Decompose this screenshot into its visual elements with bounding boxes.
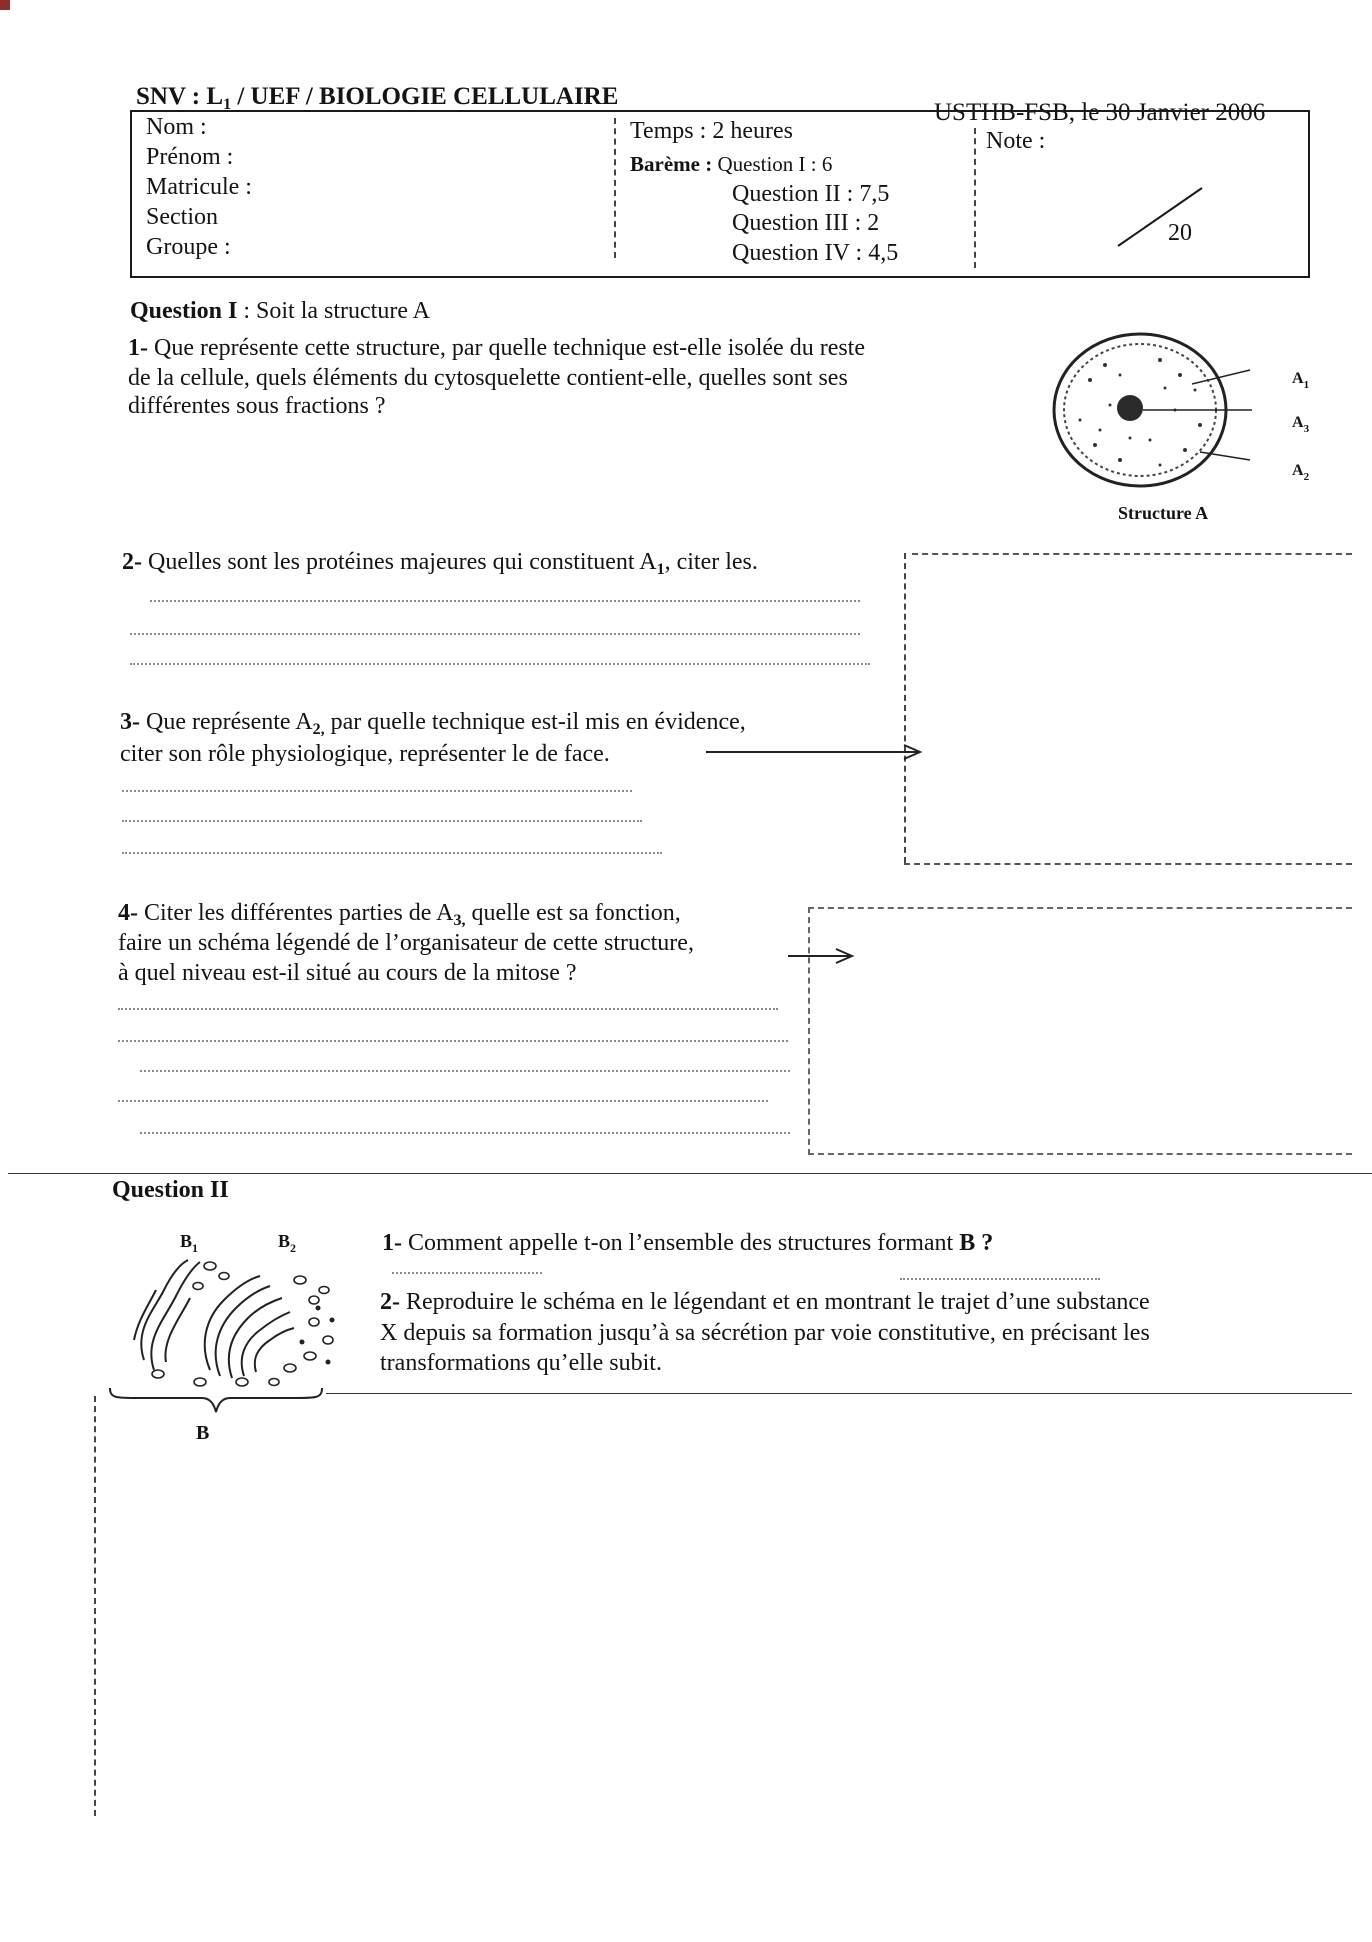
scan-corner-mark xyxy=(0,0,10,10)
answer-line[interactable] xyxy=(122,852,662,854)
structure-a-caption: Structure A xyxy=(1118,503,1209,523)
q2-part1: 1- Comment appelle t-on l’ensemble des structures formant B ? xyxy=(382,1230,994,1256)
question-1-title: Question I : Soit la structure A xyxy=(130,298,431,324)
bareme-q2: Question II : 7,5 xyxy=(732,181,890,207)
centrosome-mark xyxy=(1117,395,1143,421)
arrow-right-icon xyxy=(704,742,924,762)
q1-part4-line3: à quel niveau est-il situé au cours de la mitose ? xyxy=(118,960,577,986)
groupe-field[interactable]: Groupe : xyxy=(146,234,231,260)
nom-field[interactable]: Nom : xyxy=(146,114,207,140)
drawing-box-top xyxy=(912,553,1352,555)
answer-line[interactable] xyxy=(122,820,642,822)
label-b1: $B_1$ xyxy=(180,1231,199,1255)
q1-part1-line2: de la cellule, quels éléments du cytosquelette contient-elle, quelles sont ses xyxy=(128,365,848,391)
label-a1: $A_1$ xyxy=(1292,370,1310,391)
q2-part2-line2: X depuis sa formation jusqu’à sa sécrétion par voie constitutive, en précisant les xyxy=(380,1320,1150,1346)
answer-line[interactable] xyxy=(130,633,860,635)
answer-line[interactable] xyxy=(140,1070,790,1072)
label-a2: $A_2$ xyxy=(1292,462,1310,483)
drawing-box-bottom xyxy=(904,863,1352,865)
section-field[interactable]: Section xyxy=(146,204,218,230)
label-b: B xyxy=(196,1422,210,1444)
answer-line[interactable] xyxy=(118,1040,788,1042)
course-title: SNV : $L_1$ / UEF / BIOLOGIE CELLULAIRE xyxy=(136,83,619,113)
temps-label: Temps : 2 heures xyxy=(630,118,793,144)
answer-line[interactable] xyxy=(122,790,632,792)
info-box-divider-1 xyxy=(614,118,616,258)
note-field[interactable]: Note : xyxy=(986,128,1046,154)
q1-part4-line2: faire un schéma légendé de l’organisateur de cette structure, xyxy=(118,930,694,956)
golgi-er-figure xyxy=(114,1250,344,1390)
note-slash xyxy=(1110,180,1210,250)
label-b2: $B_2$ xyxy=(278,1231,297,1255)
institution-date: USTHB-FSB, le 30 Janvier 2006 xyxy=(934,99,1266,126)
drawing-box-left xyxy=(904,553,906,863)
note-total: 20 xyxy=(1168,220,1192,246)
question-2-title: Question II xyxy=(112,1177,229,1203)
answer-line[interactable] xyxy=(392,1272,542,1274)
q1-part3-line2: citer son rôle physiologique, représenter le de face. xyxy=(120,741,610,767)
q1-part4-line1: 4- Citer les différentes parties de $A_{3,}$ quelle est sa fonction, xyxy=(118,900,681,929)
answer-line[interactable] xyxy=(140,1132,790,1134)
q2-part2-line3: transformations qu’elle subit. xyxy=(380,1350,662,1376)
section-separator xyxy=(8,1173,1372,1174)
organizer-drawing-box[interactable] xyxy=(808,907,1352,1155)
info-box-divider-2 xyxy=(974,128,976,268)
q1-part2: 2- Quelles sont les protéines majeures qui constituent $A_1$, citer les. xyxy=(122,549,758,578)
q1-part3-line1: 3- Que représente $A_{2,}$ par quelle technique est-il mis en évidence, xyxy=(120,709,746,738)
bareme-q1: Barème : Question I : 6 xyxy=(630,152,833,176)
brace-b xyxy=(106,1384,326,1424)
label-a3: $A_3$ xyxy=(1292,414,1310,435)
answer-line[interactable] xyxy=(130,663,870,665)
q1-part1-line3: différentes sous fractions ? xyxy=(128,393,386,419)
drawing-area-left[interactable] xyxy=(94,1396,96,1816)
bareme-q3: Question III : 2 xyxy=(732,210,880,236)
answer-line[interactable] xyxy=(150,600,860,602)
answer-line[interactable] xyxy=(118,1008,778,1010)
answer-line[interactable] xyxy=(900,1278,1100,1280)
q2-part2-line1: 2- Reproduire le schéma en le légendant et en montrant le trajet d’une substance xyxy=(380,1289,1150,1315)
q1-part1-line1: 1- Que représente cette structure, par quelle technique est-elle isolée du reste xyxy=(128,335,865,361)
matricule-field[interactable]: Matricule : xyxy=(146,174,252,200)
bareme-q4: Question IV : 4,5 xyxy=(732,240,899,266)
drawing-area-top xyxy=(326,1393,1352,1394)
answer-line[interactable] xyxy=(118,1100,768,1102)
prenom-field[interactable]: Prénom : xyxy=(146,144,234,170)
